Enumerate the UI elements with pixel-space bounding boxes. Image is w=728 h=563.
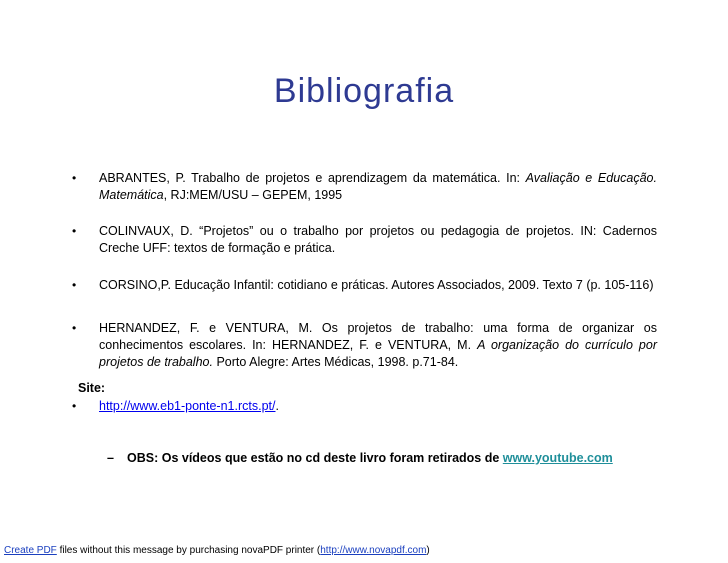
site-link[interactable]: http://www.eb1-ponte-n1.rcts.pt/ bbox=[99, 399, 276, 413]
bullet: • bbox=[72, 321, 77, 335]
site-item bbox=[72, 398, 657, 416]
site-entry: http://www.eb1-ponte-n1.rcts.pt/. bbox=[99, 399, 279, 413]
bullet: • bbox=[72, 278, 77, 292]
reference-text: COLINVAUX, D. “Projetos” ou o trabalho por projetos ou pedagogia de projetos. IN: Cadernos Creche UFF: textos de formação e prática. bbox=[99, 224, 657, 255]
reference-text: CORSINO,P. Educação Infantil: cotidiano e práticas. Autores Associados, 2009. Texto 7 (p. 105-116) bbox=[99, 278, 654, 292]
reference-text: ABRANTES, P. Trabalho de projetos e aprendizagem da matemática. In: Avaliação e Educação. Matemática, RJ:MEM/USU – GEPEM, 1995 bbox=[99, 171, 657, 202]
site-label: Site: bbox=[78, 381, 106, 395]
novapdf-link[interactable]: http://www.novapdf.com bbox=[320, 545, 427, 556]
youtube-link[interactable]: www.youtube.com bbox=[502, 451, 613, 465]
bullet: • bbox=[72, 399, 77, 413]
reference-item bbox=[72, 223, 657, 259]
create-pdf-link[interactable]: Create PDF bbox=[4, 545, 57, 556]
dash: – bbox=[107, 451, 114, 465]
bullet: • bbox=[72, 224, 77, 238]
reference-item bbox=[72, 320, 657, 374]
reference-item bbox=[72, 277, 657, 295]
pdf-footer: Create PDF files without this message by purchasing novaPDF printer (http://www.novapdf.com) bbox=[4, 545, 430, 556]
reference-item bbox=[72, 170, 657, 206]
reference-text: HERNANDEZ, F. e VENTURA, M. Os projetos de trabalho: uma forma de organizar os conhecimentos escolares. In: HERNANDEZ, F. e VENTURA, M. A organização do currículo por projetos de trabalho. Porto Alegre: Artes Médicas, 1998. p.71-84. bbox=[99, 321, 657, 369]
bullet: • bbox=[72, 171, 77, 185]
page-title: Bibliografia bbox=[273, 72, 455, 110]
obs-note: – OBS: Os vídeos que estão no cd deste livro foram retirados de www.youtube.com bbox=[107, 451, 613, 465]
